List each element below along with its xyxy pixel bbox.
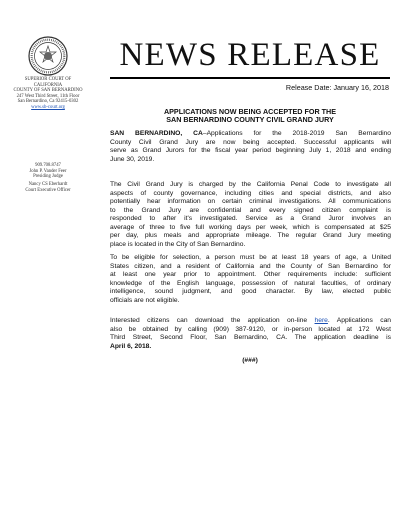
paragraph-line: average of three to five full working days per week, which is compensated at $25 bbox=[110, 223, 391, 231]
paragraph-line: County Civil Grand Jury are now being accepted. Successful applicants will bbox=[110, 138, 391, 146]
application-deadline: April 6, 2018. bbox=[110, 342, 152, 350]
executive-officer-block bbox=[6, 182, 90, 193]
paragraph-duties bbox=[110, 181, 391, 249]
court-name-line: COUNTY OF SAN BERNARDINO bbox=[13, 88, 83, 94]
paragraph-line: aspects of county governance, including cities and special districts, and also bbox=[110, 189, 391, 197]
paragraph-line: The Civil Grand Jury is charged by the California Penal Code to investigate all bbox=[110, 181, 391, 188]
headline-line: SAN BERNARDINO COUNTY CIVIL GRAND JURY bbox=[166, 115, 334, 125]
paragraph-line: responded to after it's investigated. Service as a Grand Juror involves an bbox=[110, 215, 391, 222]
paragraph-line: To be eligible for selection, a person must be at least 18 years of age, a United bbox=[110, 254, 391, 261]
judge-phone: 909.708.8747 bbox=[35, 163, 61, 168]
court-street-address: 247 West Third Street, 11th Floor bbox=[16, 93, 80, 99]
court-city-zip: San Bernardino, Ca 92415-0302 bbox=[17, 99, 79, 105]
officer-name: Nancy CS Eberhardt bbox=[28, 182, 68, 187]
paragraph-line: place is located in the City of San Bernardino. bbox=[110, 240, 246, 248]
officer-title: Court Executive Officer bbox=[25, 187, 71, 193]
paragraph-line: knowledge of the English language, possession of natural faculties, of ordinary bbox=[110, 279, 391, 287]
court-name-line: CALIFORNIA bbox=[33, 82, 63, 88]
paragraph-line: officials are not eligible. bbox=[110, 296, 180, 304]
paragraph-line: to the Grand Jury are confidential and every signed citizen complaint is bbox=[110, 206, 391, 214]
paragraph-announcement bbox=[110, 130, 391, 164]
page-title: NEWS RELEASE bbox=[119, 37, 381, 73]
paragraph-line: Third Street, Second Floor, San Bernardino, CA. The application deadline is bbox=[110, 334, 391, 341]
headline-line: APPLICATIONS NOW BEING ACCEPTED FOR THE bbox=[163, 107, 337, 116]
paragraph-text: . Applications can bbox=[327, 317, 392, 324]
paragraph-text: Interested citizens can download the application on-line bbox=[110, 317, 315, 324]
release-date: Release Date: January 16, 2018 bbox=[285, 83, 389, 92]
paragraph-line: States citizen, and a resident of California and the County of San Bernardino for bbox=[110, 262, 391, 270]
paragraph-text: –Applications for the 2018-2019 San Bernardino bbox=[202, 130, 391, 137]
court-website-link[interactable]: www.sb-court.org bbox=[31, 104, 65, 110]
judge-name: John P. Vander Feer bbox=[29, 168, 67, 174]
presiding-judge-block bbox=[6, 163, 90, 180]
paragraph-line: per day, plus meals and appropriate mileage. The regular Grand Jury meeting bbox=[110, 232, 391, 239]
court-address-block bbox=[6, 77, 90, 111]
paragraph-eligibility bbox=[110, 254, 391, 305]
judge-title: Presiding Judge bbox=[33, 174, 63, 180]
dateline: SAN BERNARDINO, CA bbox=[110, 130, 203, 137]
paragraph-how-to-apply bbox=[110, 317, 391, 351]
release-headline bbox=[110, 108, 390, 125]
court-seal-icon bbox=[28, 36, 68, 76]
paragraph-line: serve as Grand Jurors for the fiscal year period beginning July 1, 2018 and ending bbox=[110, 147, 391, 154]
paragraph-line: at least one year prior to appointment. Other requirements include: sufficient bbox=[110, 271, 391, 278]
application-download-link[interactable]: here bbox=[314, 317, 328, 324]
paragraph-line: intelligence, sound judgment, and good character. By law, elected public bbox=[110, 288, 391, 295]
paragraph-line: also be obtained by calling (909) 387-9120, or in-person located at 172 West bbox=[110, 325, 391, 333]
title-divider bbox=[110, 77, 390, 79]
paragraph-line: June 30, 2019. bbox=[110, 155, 155, 163]
court-name-line: SUPERIOR COURT OF bbox=[24, 77, 72, 82]
end-of-release-mark: (###) bbox=[242, 357, 258, 364]
paragraph-line: potentially hear information on certain criminal investigations. All communications bbox=[110, 198, 391, 205]
